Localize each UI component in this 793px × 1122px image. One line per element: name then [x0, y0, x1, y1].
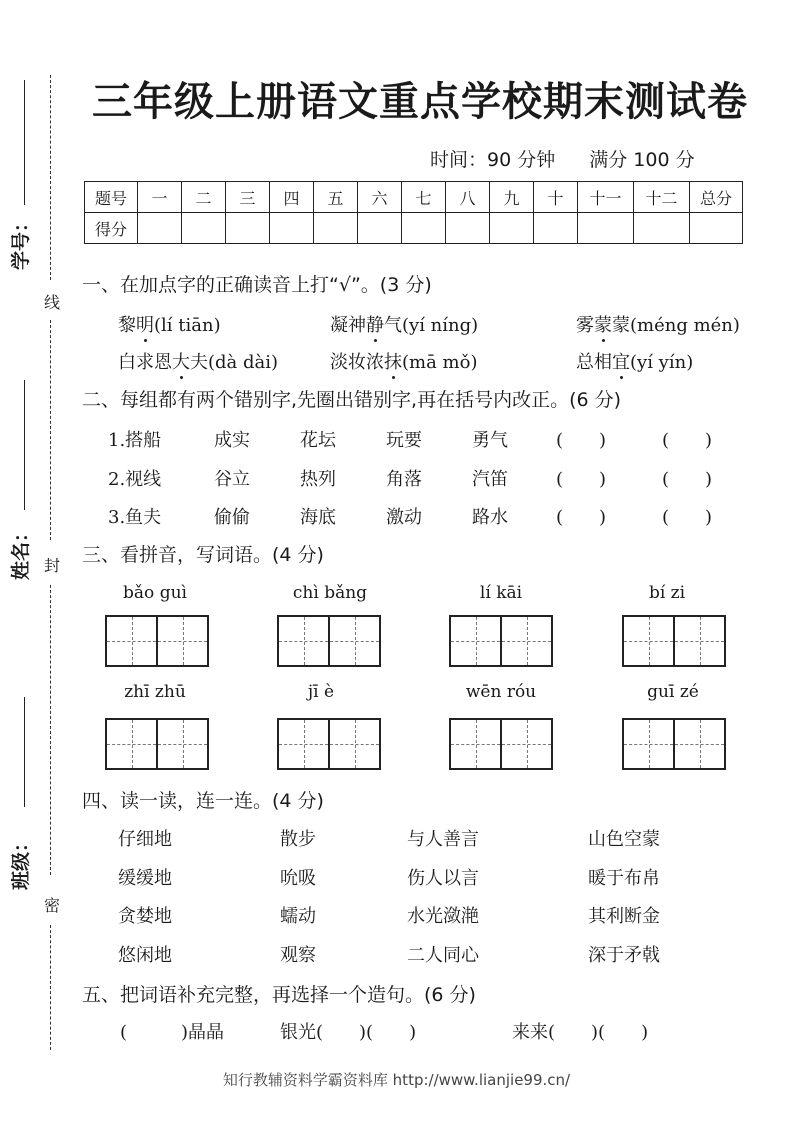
score-cell[interactable] — [634, 213, 690, 244]
pinyin-label: zhī zhū — [124, 682, 186, 702]
score-table-header-row — [85, 182, 743, 213]
header-cell: 二 — [182, 182, 226, 213]
section2-word[interactable]: 热列 — [300, 469, 336, 490]
writing-grid[interactable] — [622, 615, 726, 667]
grid-cell[interactable] — [451, 617, 500, 665]
fill-word[interactable]: 银光( )( ) — [280, 1022, 417, 1043]
item-pinyin: (mā mǒ) — [402, 352, 478, 373]
grid-cell[interactable] — [328, 720, 379, 768]
match-item[interactable]: 缓缓地 — [118, 868, 172, 889]
section1-item[interactable] — [576, 348, 693, 374]
grid-cell[interactable] — [624, 720, 673, 768]
grid-cell[interactable] — [107, 617, 156, 665]
writing-grid[interactable] — [449, 718, 553, 770]
score-table-score-row — [85, 213, 743, 244]
answer-paren[interactable]: ( ) — [556, 507, 607, 528]
score-cell[interactable] — [226, 213, 270, 244]
section2-word[interactable]: 成实 — [214, 430, 250, 451]
score-cell[interactable] — [402, 213, 446, 244]
match-item[interactable]: 悠闲地 — [118, 945, 172, 966]
section2-word[interactable]: 激动 — [386, 507, 422, 528]
section2-word[interactable]: 3.鱼夫 — [108, 507, 162, 528]
section1-item[interactable] — [576, 311, 740, 337]
grid-cell[interactable] — [107, 720, 156, 768]
header-cell: 九 — [490, 182, 534, 213]
header-cell: 一 — [138, 182, 182, 213]
writing-grid[interactable] — [277, 718, 381, 770]
match-item[interactable]: 二人同心 — [407, 945, 479, 966]
answer-paren[interactable]: ( ) — [662, 469, 713, 490]
student-no-line[interactable] — [24, 80, 25, 205]
name-line[interactable] — [24, 380, 25, 510]
header-cell: 总分 — [690, 182, 743, 213]
footer-watermark: 知行教辅资料学霸资料库 http://www.lianjie99.cn/ — [222, 1071, 571, 1089]
pinyin-label: bǎo guì — [123, 583, 187, 603]
binding-line-top — [50, 75, 51, 280]
fill-word[interactable]: 来来( )( ) — [512, 1022, 649, 1043]
section2-title: 二、每组都有两个错别字,先圈出错别字,再在括号内改正。(6 分) — [82, 389, 622, 411]
writing-grid[interactable] — [277, 615, 381, 667]
grid-cell[interactable] — [673, 617, 724, 665]
writing-grid[interactable] — [622, 718, 726, 770]
match-item[interactable]: 贪婪地 — [118, 906, 172, 927]
dotted-char: 抹 — [384, 352, 402, 373]
section3-title: 三、看拼音，写词语。(4 分) — [82, 544, 324, 566]
student-no-label: 学号： — [10, 212, 32, 270]
full-score: 满分 100 分 — [589, 149, 695, 171]
dotted-char: 大 — [172, 352, 190, 373]
grid-cell[interactable] — [156, 720, 207, 768]
pinyin-label: bí zi — [648, 583, 686, 603]
writing-grid[interactable] — [105, 718, 209, 770]
line-marker: 线 — [44, 293, 61, 312]
match-item[interactable]: 散步 — [280, 829, 316, 850]
section2-word[interactable]: 勇气 — [472, 430, 508, 451]
section2-word[interactable]: 1.搭船 — [108, 430, 162, 451]
header-cell: 三 — [226, 182, 270, 213]
section1-item[interactable] — [118, 348, 278, 374]
grid-cell[interactable] — [279, 617, 328, 665]
score-row-label: 得分 — [85, 213, 138, 244]
section1-title: 一、在加点字的正确读音上打“√”。(3 分) — [82, 274, 432, 296]
item-pinyin: (yí yín) — [630, 352, 694, 373]
section2-word[interactable]: 2.视线 — [108, 469, 162, 490]
match-item[interactable]: 深于矛戟 — [588, 945, 660, 966]
score-cell[interactable] — [138, 213, 182, 244]
item-text: 总相 — [576, 352, 612, 373]
dotted-char: 明 — [136, 315, 154, 336]
score-cell[interactable] — [446, 213, 490, 244]
section2-word[interactable]: 偷偷 — [214, 507, 250, 528]
pinyin-label: jī è — [307, 682, 335, 702]
section1-item[interactable] — [330, 311, 478, 337]
grid-cell[interactable] — [500, 617, 551, 665]
time-info — [430, 145, 695, 172]
grid-cell[interactable] — [500, 720, 551, 768]
header-cell: 十二 — [634, 182, 690, 213]
header-cell: 六 — [358, 182, 402, 213]
section5-title: 五、把词语补充完整，再选择一个造句。(6 分) — [82, 984, 476, 1006]
match-item[interactable]: 伤人以言 — [407, 868, 479, 889]
writing-grid[interactable] — [449, 615, 553, 667]
score-cell[interactable] — [690, 213, 743, 244]
match-item[interactable]: 与人善言 — [407, 829, 479, 850]
grid-cell[interactable] — [328, 617, 379, 665]
binding-line-bottom — [50, 925, 51, 1050]
seal-marker: 封 — [44, 556, 61, 575]
grid-cell[interactable] — [156, 617, 207, 665]
header-cell: 题号 — [85, 182, 138, 213]
grid-cell[interactable] — [279, 720, 328, 768]
answer-paren[interactable]: ( ) — [556, 469, 607, 490]
match-item[interactable]: 山色空蒙 — [588, 829, 660, 850]
match-item[interactable]: 水光潋滟 — [407, 906, 479, 927]
name-label: 姓名： — [10, 522, 32, 580]
section1-item[interactable] — [118, 311, 221, 337]
header-cell: 七 — [402, 182, 446, 213]
item-pinyin: 蒙(méng mén) — [612, 315, 740, 336]
pinyin-label: wēn róu — [465, 682, 537, 702]
header-cell: 五 — [314, 182, 358, 213]
item-pinyin: 夫(dà dài) — [190, 352, 279, 373]
score-cell[interactable] — [314, 213, 358, 244]
item-text: 雾 — [576, 315, 594, 336]
header-cell: 十一 — [578, 182, 634, 213]
item-pinyin: 气(yí níng) — [384, 315, 479, 336]
item-text: 黎 — [118, 315, 136, 336]
dotted-char: 宜 — [612, 352, 630, 373]
item-text: 白求恩 — [118, 352, 172, 373]
pinyin-label: chì bǎng — [292, 583, 368, 603]
fill-word[interactable]: ( )晶晶 — [120, 1022, 225, 1043]
section2-word[interactable]: 角落 — [386, 469, 422, 490]
grid-cell[interactable] — [673, 720, 724, 768]
item-text: 淡妆浓 — [330, 352, 384, 373]
header-cell: 十 — [534, 182, 578, 213]
pinyin-label: guī zé — [647, 682, 699, 702]
item-pinyin: (lí tiān) — [154, 315, 221, 336]
score-cell[interactable] — [490, 213, 534, 244]
score-cell[interactable] — [270, 213, 314, 244]
score-cell[interactable] — [534, 213, 578, 244]
time-limit: 时间：90 分钟 — [430, 149, 556, 171]
header-cell: 八 — [446, 182, 490, 213]
header-cell: 四 — [270, 182, 314, 213]
section1-item[interactable] — [330, 348, 477, 374]
class-line[interactable] — [24, 697, 25, 807]
dotted-char: 蒙 — [594, 315, 612, 336]
score-cell[interactable] — [578, 213, 634, 244]
match-item[interactable]: 其利断金 — [588, 906, 660, 927]
match-item[interactable]: 暖于布帛 — [588, 868, 660, 889]
grid-cell[interactable] — [624, 617, 673, 665]
section2-word[interactable]: 花坛 — [300, 430, 336, 451]
section4-title: 四、读一读，连一连。(4 分) — [82, 790, 324, 812]
section2-word[interactable]: 海底 — [300, 507, 336, 528]
match-item[interactable]: 蠕动 — [280, 906, 316, 927]
score-table — [84, 181, 743, 244]
grid-cell[interactable] — [451, 720, 500, 768]
writing-grid[interactable] — [105, 615, 209, 667]
pinyin-label: lí kāi — [479, 583, 523, 603]
class-label: 班级： — [10, 832, 32, 890]
section2-word[interactable]: 路水 — [472, 507, 508, 528]
section2-word[interactable]: 玩要 — [386, 430, 422, 451]
binding-line-mid2 — [50, 585, 51, 875]
section2-word[interactable]: 谷立 — [214, 469, 250, 490]
answer-paren[interactable]: ( ) — [662, 507, 713, 528]
answer-paren[interactable]: ( ) — [556, 430, 607, 451]
dotted-char: 静 — [366, 315, 384, 336]
score-cell[interactable] — [358, 213, 402, 244]
page-title: 三年级上册语文重点学校期末测试卷 — [92, 79, 748, 125]
match-item[interactable]: 仔细地 — [118, 829, 172, 850]
match-item[interactable]: 吮吸 — [280, 868, 316, 889]
answer-paren[interactable]: ( ) — [662, 430, 713, 451]
section2-word[interactable]: 汽笛 — [472, 469, 508, 490]
secret-marker: 密 — [44, 896, 61, 915]
match-item[interactable]: 观察 — [280, 945, 316, 966]
item-text: 凝神 — [330, 315, 366, 336]
binding-line-mid1 — [50, 320, 51, 540]
score-cell[interactable] — [182, 213, 226, 244]
